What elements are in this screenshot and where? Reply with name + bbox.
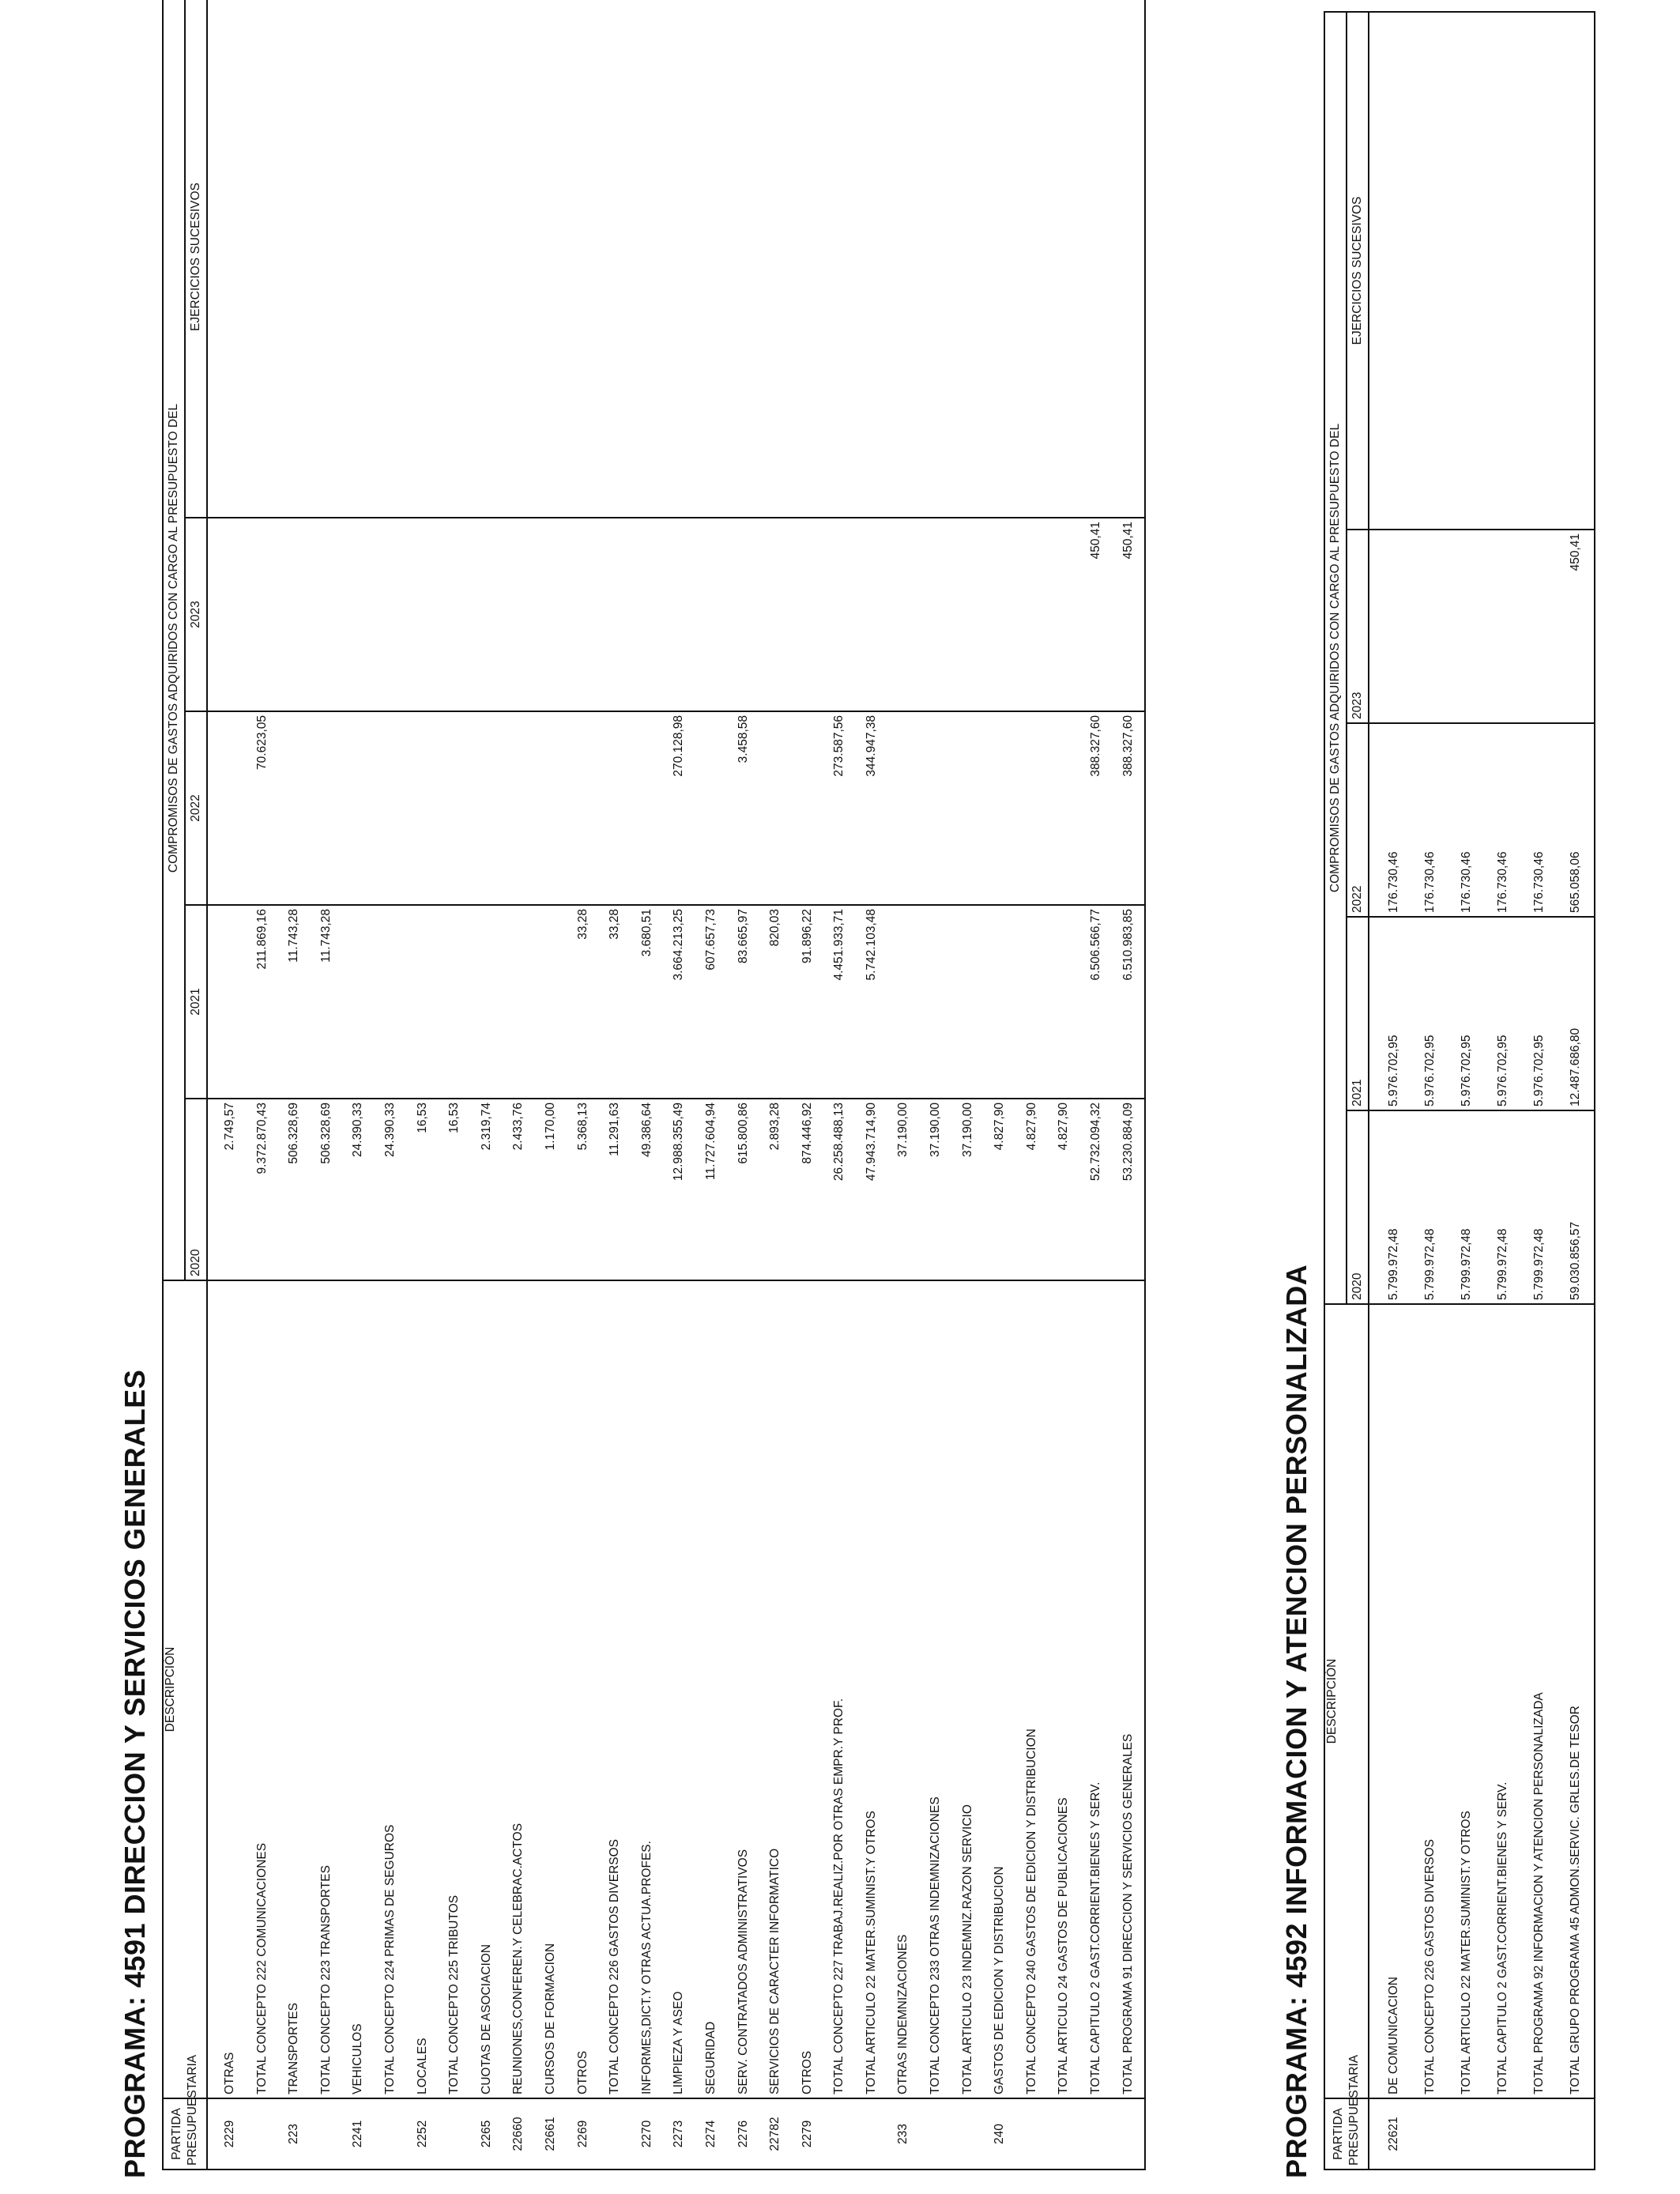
table-cell bbox=[1113, 2102, 1145, 2166]
table-cell bbox=[342, 715, 375, 901]
table-cell bbox=[1412, 2102, 1448, 2166]
table-cell bbox=[920, 0, 952, 514]
table-cell bbox=[984, 909, 1016, 1095]
table-cell: 2265 bbox=[479, 2120, 493, 2148]
table-cell bbox=[439, 715, 471, 901]
table-cell: TOTAL CONCEPTO 233 OTRAS INDEMNIZACIONES bbox=[929, 1796, 943, 2094]
table-cell bbox=[407, 909, 439, 1095]
table-cell bbox=[695, 715, 728, 901]
table-cell: 5.976.702,95 bbox=[1460, 1035, 1473, 1106]
table-cell bbox=[567, 0, 600, 514]
header-sucesivos: EJERCICIOS SUCESIVOS bbox=[185, 0, 207, 518]
table-cell: 22621 bbox=[1387, 2117, 1400, 2151]
table-cell bbox=[759, 0, 792, 514]
table-cell bbox=[695, 522, 728, 707]
col-partida bbox=[1369, 2098, 1595, 2169]
table-cell: 37.190,00 bbox=[929, 1103, 943, 1157]
table-cell bbox=[1080, 2102, 1113, 2166]
table-cell: 615.800,86 bbox=[736, 1103, 750, 1164]
table-cell bbox=[375, 715, 407, 901]
table-cell: 11.727.604,94 bbox=[703, 1103, 718, 1180]
table-cell: 2270 bbox=[639, 2120, 654, 2148]
table-cell bbox=[278, 0, 311, 514]
table-cell: TOTAL CONCEPTO 223 TRANSPORTES bbox=[318, 1865, 333, 2094]
table-cell: 874.446,92 bbox=[800, 1103, 814, 1164]
header-year-2020: 2020 bbox=[185, 1099, 207, 1280]
header-presupuestaria-label: PRESUPUESTARIA bbox=[186, 2054, 199, 2166]
table-cell bbox=[728, 0, 760, 514]
table-cell: 4.451.933,71 bbox=[832, 909, 846, 981]
table-cell: REUNIONES,CONFEREN.Y CELEBRAC.ACTOS bbox=[511, 1823, 525, 2094]
table-cell bbox=[311, 715, 343, 901]
table-cell: 450,41 bbox=[1089, 522, 1103, 560]
table-cell bbox=[1485, 533, 1521, 719]
table-cell bbox=[1048, 715, 1080, 901]
table-cell bbox=[823, 0, 856, 514]
table-cell: 70.623,05 bbox=[254, 715, 269, 770]
table-cell: 5.799.972,48 bbox=[1460, 1228, 1473, 1300]
table-cell: 270.128,98 bbox=[672, 715, 686, 777]
table-cell: TOTAL CONCEPTO 224 PRIMAS DE SEGUROS bbox=[382, 1824, 397, 2094]
table-cell: 506.328,69 bbox=[318, 1103, 333, 1164]
table-cell bbox=[1558, 16, 1594, 526]
table-cell: 273.587,56 bbox=[832, 715, 846, 777]
table-cell bbox=[823, 2102, 856, 2166]
table-cell bbox=[887, 522, 920, 707]
table-cell bbox=[856, 0, 888, 514]
table-cell: 2276 bbox=[736, 2120, 750, 2148]
table-cell: TOTAL GRUPO PROGRAMA 45 ADMON.SERVIC. GRLES.DE TESOR bbox=[1569, 1706, 1582, 2094]
table-cell bbox=[535, 522, 567, 707]
table-cell bbox=[311, 522, 343, 707]
table-cell bbox=[1485, 16, 1521, 526]
table-cell bbox=[407, 0, 439, 514]
table-cell bbox=[1048, 2102, 1080, 2166]
table-cell: 53.230.884,09 bbox=[1121, 1103, 1135, 1182]
table-cell: DE COMUNICACION bbox=[1387, 1977, 1400, 2094]
table-body bbox=[1369, 12, 1595, 2169]
header-descripcion: DESCRIPCIÓN bbox=[163, 1280, 207, 2098]
table-cell bbox=[1048, 0, 1080, 514]
table-cell bbox=[439, 909, 471, 1095]
header-year-2020: 2020 bbox=[1347, 1110, 1369, 1304]
table-cell: 5.976.702,95 bbox=[1532, 1035, 1546, 1106]
table-cell: 2.749,57 bbox=[223, 1103, 236, 1151]
table-cell bbox=[1412, 533, 1448, 719]
table-cell: OTRAS bbox=[223, 2052, 236, 2094]
table-cell bbox=[1376, 533, 1412, 719]
table-cell bbox=[1448, 16, 1485, 526]
table-cell: TOTAL PROGRAMA 91 DIRECCION Y SERVICIOS GENERALES bbox=[1121, 1733, 1135, 2094]
table-cell bbox=[1048, 522, 1080, 707]
table-cell: INFORMES,DICT.Y OTRAS ACTUA.PROFES. bbox=[639, 1841, 654, 2094]
table-cell: 9.372.870,43 bbox=[254, 1103, 269, 1174]
table-cell bbox=[759, 715, 792, 901]
table-cell: OTRAS INDEMNIZACIONES bbox=[896, 1934, 910, 2094]
table-cell bbox=[471, 0, 503, 514]
header-descripcion: DESCRIPCIÓN bbox=[1324, 1304, 1369, 2098]
header-partida-label: PARTIDA bbox=[1332, 2108, 1345, 2160]
table-cell bbox=[663, 522, 695, 707]
table-cell bbox=[471, 909, 503, 1095]
col-2023 bbox=[1369, 530, 1595, 723]
table-cell bbox=[439, 522, 471, 707]
table-cell bbox=[567, 715, 600, 901]
table-cell: TOTAL CONCEPTO 240 GASTOS DE EDICION Y DISTRIBUCION bbox=[1024, 1728, 1038, 2094]
table-cell: 388.327,60 bbox=[1089, 715, 1103, 777]
table-cell bbox=[952, 522, 985, 707]
table-cell bbox=[1016, 2102, 1049, 2166]
table-cell: TOTAL ARTICULO 22 MATER.SUMINIST.Y OTROS bbox=[864, 1811, 878, 2094]
table-cell bbox=[535, 715, 567, 901]
table-cell bbox=[247, 0, 279, 514]
table-cell bbox=[952, 715, 985, 901]
table-cell: 211.869,16 bbox=[254, 909, 269, 970]
header-partida bbox=[163, 2054, 207, 2169]
table-cell bbox=[214, 909, 247, 1095]
table-cell: 233 bbox=[896, 2124, 910, 2144]
table-cell: 49.386,64 bbox=[639, 1103, 654, 1157]
table-cell: 820,03 bbox=[768, 909, 782, 947]
table-cell: 33,28 bbox=[575, 909, 590, 940]
header-compromisos: COMPROMISOS DE GASTOS ADQUIRIDOS CON CARGO AL PRESUPUESTO DEL bbox=[163, 0, 185, 1280]
table-cell: 11.743,28 bbox=[318, 909, 333, 963]
table-cell bbox=[1485, 2102, 1521, 2166]
table-cell: 2279 bbox=[800, 2120, 814, 2148]
table-cell: 1.170,00 bbox=[543, 1103, 557, 1151]
table-cell bbox=[823, 522, 856, 707]
table-cell bbox=[535, 0, 567, 514]
col-2020 bbox=[1369, 1110, 1595, 1304]
table-cell bbox=[247, 2102, 279, 2166]
table-cell bbox=[503, 715, 535, 901]
table-cell: SEGURIDAD bbox=[703, 2021, 718, 2094]
table-cell bbox=[278, 715, 311, 901]
header-compromisos: COMPROMISOS DE GASTOS ADQUIRIDOS CON CARGO AL PRESUPUESTO DEL bbox=[1324, 12, 1347, 1304]
table-cell: 5.976.702,95 bbox=[1423, 1035, 1437, 1106]
table-cell: 2252 bbox=[415, 2120, 429, 2148]
col-2023 bbox=[207, 518, 1145, 711]
table-cell bbox=[1016, 522, 1049, 707]
table-cell: 22660 bbox=[511, 2117, 525, 2151]
table-cell bbox=[1080, 0, 1113, 514]
table-cell bbox=[1016, 909, 1049, 1095]
table-cell: LIMPIEZA Y ASEO bbox=[672, 1991, 686, 2094]
table-cell: 26.258.488,13 bbox=[832, 1103, 846, 1182]
table-cell bbox=[567, 522, 600, 707]
table-cell bbox=[952, 909, 985, 1095]
program-title: PROGRAMA: 4592 INFORMACION Y ATENCION PERSONALIZADA bbox=[1280, 1264, 1313, 2178]
table-cell: 5.799.972,48 bbox=[1387, 1228, 1400, 1300]
table-cell bbox=[1113, 0, 1145, 514]
table-cell: 37.190,00 bbox=[960, 1103, 974, 1157]
table-cell: VEHICULOS bbox=[351, 2023, 365, 2094]
table-cell: TOTAL CONCEPTO 226 GASTOS DIVERSOS bbox=[1423, 1838, 1437, 2094]
table-cell: 176.730,46 bbox=[1387, 851, 1400, 913]
table-cell: OTROS bbox=[800, 2050, 814, 2094]
table-cell bbox=[887, 715, 920, 901]
table-cell bbox=[535, 909, 567, 1095]
table-cell: 2229 bbox=[223, 2120, 236, 2148]
table-cell: 388.327,60 bbox=[1121, 715, 1135, 777]
table-cell: 2273 bbox=[672, 2120, 686, 2148]
col-sucesivos bbox=[207, 0, 1145, 518]
table-cell bbox=[407, 715, 439, 901]
table-cell bbox=[599, 2102, 631, 2166]
table-cell: 2241 bbox=[351, 2120, 365, 2148]
col-descripcion bbox=[1369, 1304, 1595, 2098]
table-cell: 3.458,58 bbox=[736, 715, 750, 763]
table-cell: TOTAL PROGRAMA 92 INFORMACION Y ATENCION PERSONALIZADA bbox=[1532, 1692, 1546, 2094]
table-cell: 16,53 bbox=[447, 1103, 461, 1133]
table-cell: 91.896,22 bbox=[800, 909, 814, 963]
table-cell: TOTAL ARTICULO 22 MATER.SUMINIST.Y OTROS bbox=[1460, 1811, 1473, 2094]
table-cell: 5.976.702,95 bbox=[1387, 1035, 1400, 1106]
table-cell bbox=[1016, 715, 1049, 901]
table-cell bbox=[1521, 2102, 1558, 2166]
table-cell: TOTAL CONCEPTO 225 TRIBUTOS bbox=[447, 1894, 461, 2094]
table-cell: GASTOS DE EDICION Y DISTRIBUCION bbox=[993, 1866, 1007, 2094]
table-cell bbox=[920, 715, 952, 901]
table-cell bbox=[503, 522, 535, 707]
table-cell: 176.730,46 bbox=[1423, 851, 1437, 913]
table-cell bbox=[599, 522, 631, 707]
table-cell: 565.058,06 bbox=[1569, 851, 1582, 913]
table-cell: 83.665,97 bbox=[736, 909, 750, 963]
table-cell bbox=[375, 0, 407, 514]
table-cell: 11.743,28 bbox=[287, 909, 301, 963]
table-cell: 52.732.094,32 bbox=[1089, 1103, 1103, 1182]
table-cell: 5.368,13 bbox=[575, 1103, 590, 1151]
header-year-2021: 2021 bbox=[185, 905, 207, 1099]
table-cell: 450,41 bbox=[1121, 522, 1135, 560]
header-partida bbox=[1324, 2054, 1369, 2169]
table-cell: 176.730,46 bbox=[1532, 851, 1546, 913]
table-cell bbox=[952, 0, 985, 514]
table-cell: 16,53 bbox=[415, 1103, 429, 1133]
table-cell: 450,41 bbox=[1569, 533, 1582, 571]
table-cell: TOTAL ARTICULO 24 GASTOS DE PUBLICACIONES bbox=[1057, 1797, 1071, 2094]
table-cell bbox=[375, 909, 407, 1095]
table-cell bbox=[599, 0, 631, 514]
table-cell bbox=[792, 522, 824, 707]
table-cell bbox=[631, 715, 664, 901]
col-2021 bbox=[207, 905, 1145, 1099]
table-cell bbox=[1448, 533, 1485, 719]
table-cell bbox=[311, 2102, 343, 2166]
table-cell bbox=[375, 522, 407, 707]
table-cell: CUOTAS DE ASOCIACION bbox=[479, 1943, 493, 2094]
header-year-2022: 2022 bbox=[1347, 723, 1369, 917]
table-cell: 3.664.213,25 bbox=[672, 909, 686, 981]
table-cell bbox=[887, 909, 920, 1095]
table-cell: 6.510.983,85 bbox=[1121, 909, 1135, 981]
header-year-2022: 2022 bbox=[185, 711, 207, 905]
table-cell bbox=[631, 522, 664, 707]
table-cell: 12.487.686,80 bbox=[1569, 1027, 1582, 1106]
table-cell: 2.319,74 bbox=[479, 1103, 493, 1151]
table-cell: 176.730,46 bbox=[1460, 851, 1473, 913]
col-2020 bbox=[207, 1099, 1145, 1280]
table-cell bbox=[792, 715, 824, 901]
table-cell: 33,28 bbox=[608, 909, 622, 940]
table-cell bbox=[342, 0, 375, 514]
table-cell bbox=[214, 522, 247, 707]
table-cell bbox=[952, 2102, 985, 2166]
table-cell bbox=[920, 2102, 952, 2166]
table-cell: 24.390,33 bbox=[351, 1103, 365, 1157]
table-cell: 5.976.702,95 bbox=[1496, 1035, 1509, 1106]
table-cell: 506.328,69 bbox=[287, 1103, 301, 1164]
table-cell bbox=[407, 522, 439, 707]
table-cell: TOTAL CONCEPTO 227 TRABAJ.REALIZ.POR OTRAS EMPR.Y PROF. bbox=[832, 1698, 846, 2094]
table-cell: 5.799.972,48 bbox=[1496, 1228, 1509, 1300]
table-cell bbox=[1016, 0, 1049, 514]
table-cell: TOTAL CAPITULO 2 GAST.CORRIENT.BIENES Y SERV. bbox=[1089, 1781, 1103, 2094]
table-cell: TOTAL ARTICULO 23 INDEMNIZ.RAZON SERVICIO bbox=[960, 1804, 974, 2094]
table-cell bbox=[342, 522, 375, 707]
table-cell bbox=[1448, 2102, 1485, 2166]
table-cell: 24.390,33 bbox=[382, 1103, 397, 1157]
table-cell: 344.947,38 bbox=[864, 715, 878, 777]
table-cell bbox=[278, 522, 311, 707]
table-cell bbox=[599, 715, 631, 901]
table-cell: 6.506.566,77 bbox=[1089, 909, 1103, 981]
table-cell: 47.943.714,90 bbox=[864, 1103, 878, 1182]
table-cell bbox=[631, 0, 664, 514]
table-cell bbox=[214, 715, 247, 901]
table-cell: CURSOS DE FORMACION bbox=[543, 1943, 557, 2094]
table-cell: 2269 bbox=[575, 2120, 590, 2148]
table-cell: SERVICIOS DE CARACTER INFORMATICO bbox=[768, 1848, 782, 2094]
table-cell: TOTAL CONCEPTO 226 GASTOS DIVERSOS bbox=[608, 1838, 622, 2094]
header-partida-label: PARTIDA bbox=[170, 2108, 183, 2160]
table-cell: 3.680,51 bbox=[639, 909, 654, 957]
table-cell: 5.799.972,48 bbox=[1532, 1228, 1546, 1300]
table-cell bbox=[311, 0, 343, 514]
table-cell bbox=[1048, 909, 1080, 1095]
table-cell bbox=[503, 909, 535, 1095]
table-cell bbox=[759, 522, 792, 707]
table-cell bbox=[856, 522, 888, 707]
table-cell: 4.827,90 bbox=[1024, 1103, 1038, 1151]
table-cell bbox=[920, 909, 952, 1095]
table-cell: SERV. CONTRATADOS ADMINISTRATIVOS bbox=[736, 1849, 750, 2094]
table-cell: TOTAL CONCEPTO 222 COMUNICACIONES bbox=[254, 1842, 269, 2094]
table-cell bbox=[856, 2102, 888, 2166]
table-cell: 5.799.972,48 bbox=[1423, 1228, 1437, 1300]
header-year-2023: 2023 bbox=[185, 518, 207, 711]
table-cell bbox=[471, 522, 503, 707]
table-cell: 223 bbox=[287, 2124, 301, 2144]
table-cell bbox=[792, 0, 824, 514]
table-cell bbox=[247, 522, 279, 707]
table-cell bbox=[1558, 2102, 1594, 2166]
program-title: PROGRAMA: 4591 DIRECCION Y SERVICIOS GENERALES bbox=[119, 1369, 151, 2178]
header-year-2021: 2021 bbox=[1347, 917, 1369, 1110]
col-2021 bbox=[1369, 917, 1595, 1110]
table-cell: 2.433,76 bbox=[511, 1103, 525, 1151]
table-body bbox=[207, 0, 1145, 2169]
table-cell: 240 bbox=[993, 2124, 1007, 2144]
table-cell bbox=[1521, 16, 1558, 526]
table-cell bbox=[342, 909, 375, 1095]
table-cell: 37.190,00 bbox=[896, 1103, 910, 1157]
col-descripcion bbox=[207, 1280, 1145, 2098]
table-cell bbox=[887, 0, 920, 514]
table-cell: 4.827,90 bbox=[993, 1103, 1007, 1151]
table-cell bbox=[214, 0, 247, 514]
table-cell bbox=[920, 522, 952, 707]
table-cell: LOCALES bbox=[415, 2038, 429, 2094]
table-cell: 22661 bbox=[543, 2117, 557, 2151]
header-year-2023: 2023 bbox=[1347, 530, 1369, 723]
table-cell: OTROS bbox=[575, 2050, 590, 2094]
table-cell bbox=[663, 0, 695, 514]
col-partida bbox=[207, 2098, 1145, 2169]
table-cell bbox=[1521, 533, 1558, 719]
table-cell: TRANSPORTES bbox=[287, 2003, 301, 2094]
table-cell bbox=[984, 715, 1016, 901]
table-cell: 176.730,46 bbox=[1496, 851, 1509, 913]
table-cell bbox=[439, 0, 471, 514]
table-cell: 11.291,63 bbox=[608, 1103, 622, 1156]
table-cell: 2274 bbox=[703, 2120, 718, 2148]
table-cell: 59.030.856,57 bbox=[1569, 1221, 1582, 1300]
budget-table bbox=[162, 0, 1146, 2170]
table-cell: 22782 bbox=[768, 2117, 782, 2151]
table-cell: TOTAL CAPITULO 2 GAST.CORRIENT.BIENES Y SERV. bbox=[1496, 1781, 1509, 2094]
table-cell: 12.988.355,49 bbox=[672, 1103, 686, 1182]
table-cell: 607.657,73 bbox=[703, 909, 718, 971]
table-cell bbox=[439, 2102, 471, 2166]
table-cell: 5.742.103,48 bbox=[864, 909, 878, 981]
table-cell bbox=[984, 522, 1016, 707]
table-cell: 2.893,28 bbox=[768, 1103, 782, 1151]
col-2022 bbox=[1369, 723, 1595, 917]
budget-table bbox=[1324, 11, 1595, 2170]
table-cell bbox=[1376, 16, 1412, 526]
table-cell bbox=[503, 0, 535, 514]
col-sucesivos bbox=[1369, 12, 1595, 530]
table-cell: 4.827,90 bbox=[1057, 1103, 1071, 1151]
table-cell bbox=[728, 522, 760, 707]
header-presupuestaria-label: PRESUPUESTARIA bbox=[1347, 2054, 1361, 2166]
table-cell bbox=[471, 715, 503, 901]
table-cell bbox=[695, 0, 728, 514]
table-cell bbox=[1412, 16, 1448, 526]
col-2022 bbox=[207, 711, 1145, 905]
header-sucesivos: EJERCICIOS SUCESIVOS bbox=[1347, 12, 1369, 530]
table-cell bbox=[375, 2102, 407, 2166]
table-cell bbox=[984, 0, 1016, 514]
